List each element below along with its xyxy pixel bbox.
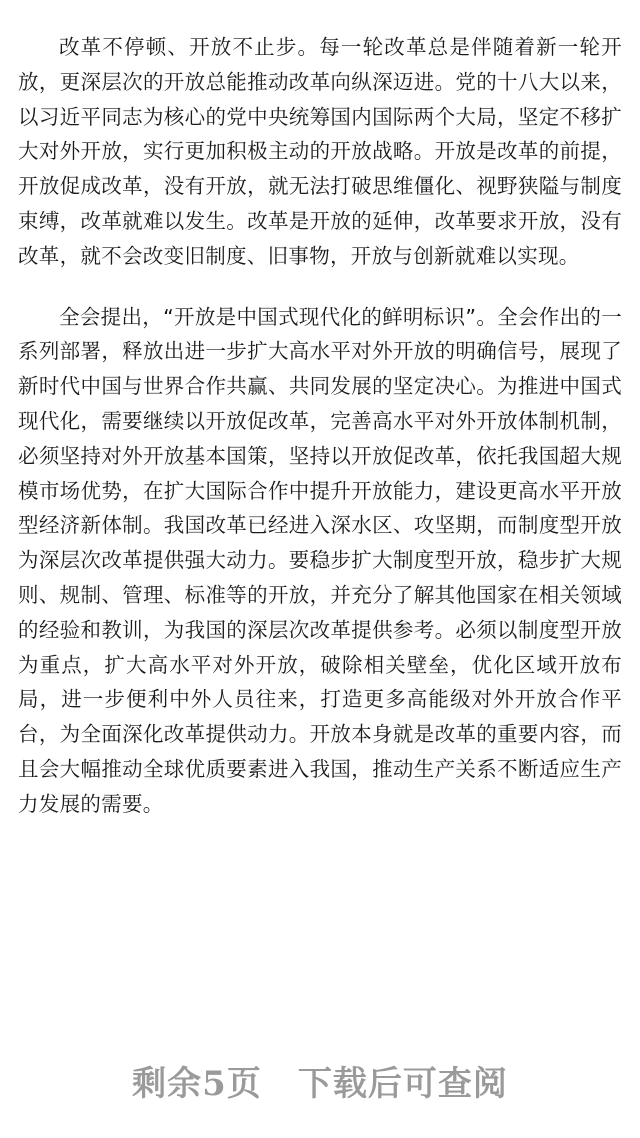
article-body (18, 30, 622, 822)
download-prompt-banner[interactable] (0, 1050, 640, 1110)
paragraph-2: 全会提出，“开放是中国式现代化的鲜明标识”。全会作出的一系列部署，释放出进一步扩大高水平对外开放的明确信号，展现了新时代中国与世界合作共赢、共同发展的坚定决心。为推进中国式现代化，需要继续以开放促改革，完善高水平对外开放体制机制，必须坚持对外开放基本国策，坚持以开放促改革，依托我国超大规模市场优势，在扩大国际合作中提升开放能力，建设更高水平开放型经济新体制。我国改革已经进入深水区、攻坚期，而制度型开放为深层次改革提供强大动力。要稳步扩大制度型开放，稳步扩大规则、规制、管理、标准等的开放，并充分了解其他国家在相关领域的经验和教训，为我国的深层次改革提供参考。必须以制度型开放为重点，扩大高水平对外开放，破除相关壁垒，优化区域开放布局，进一步便利中外人员往来，打造更多高能级对外开放合作平台，为全面深化改革提供动力。开放本身就是改革的重要内容，而且会大幅推动全球优质要素进入我国，推动生产关系不断适应生产力发展的需要。 (18, 304, 622, 816)
paragraph-1: 改革不停顿、开放不止步。每一轮改革总是伴随着新一轮开放，更深层次的开放总能推动改革向纵深迈进。党的十八大以来，以习近平同志为核心的党中央统筹国内国际两个大局，坚定不移扩大对外开放，实行更加积极主动的开放战略。开放是改革的前提，开放促成改革，没有开放，就无法打破思维僵化、视野狭隘与制度束缚，改革就难以发生。改革是开放的延伸，改革要求开放，没有改革，就不会改变旧制度、旧事物，开放与创新就难以实现。 (18, 35, 622, 268)
download-to-view-label[interactable]: 下载后可查阅 (297, 1063, 508, 1104)
remaining-pages-label[interactable]: 剩余5页 (132, 1063, 262, 1104)
